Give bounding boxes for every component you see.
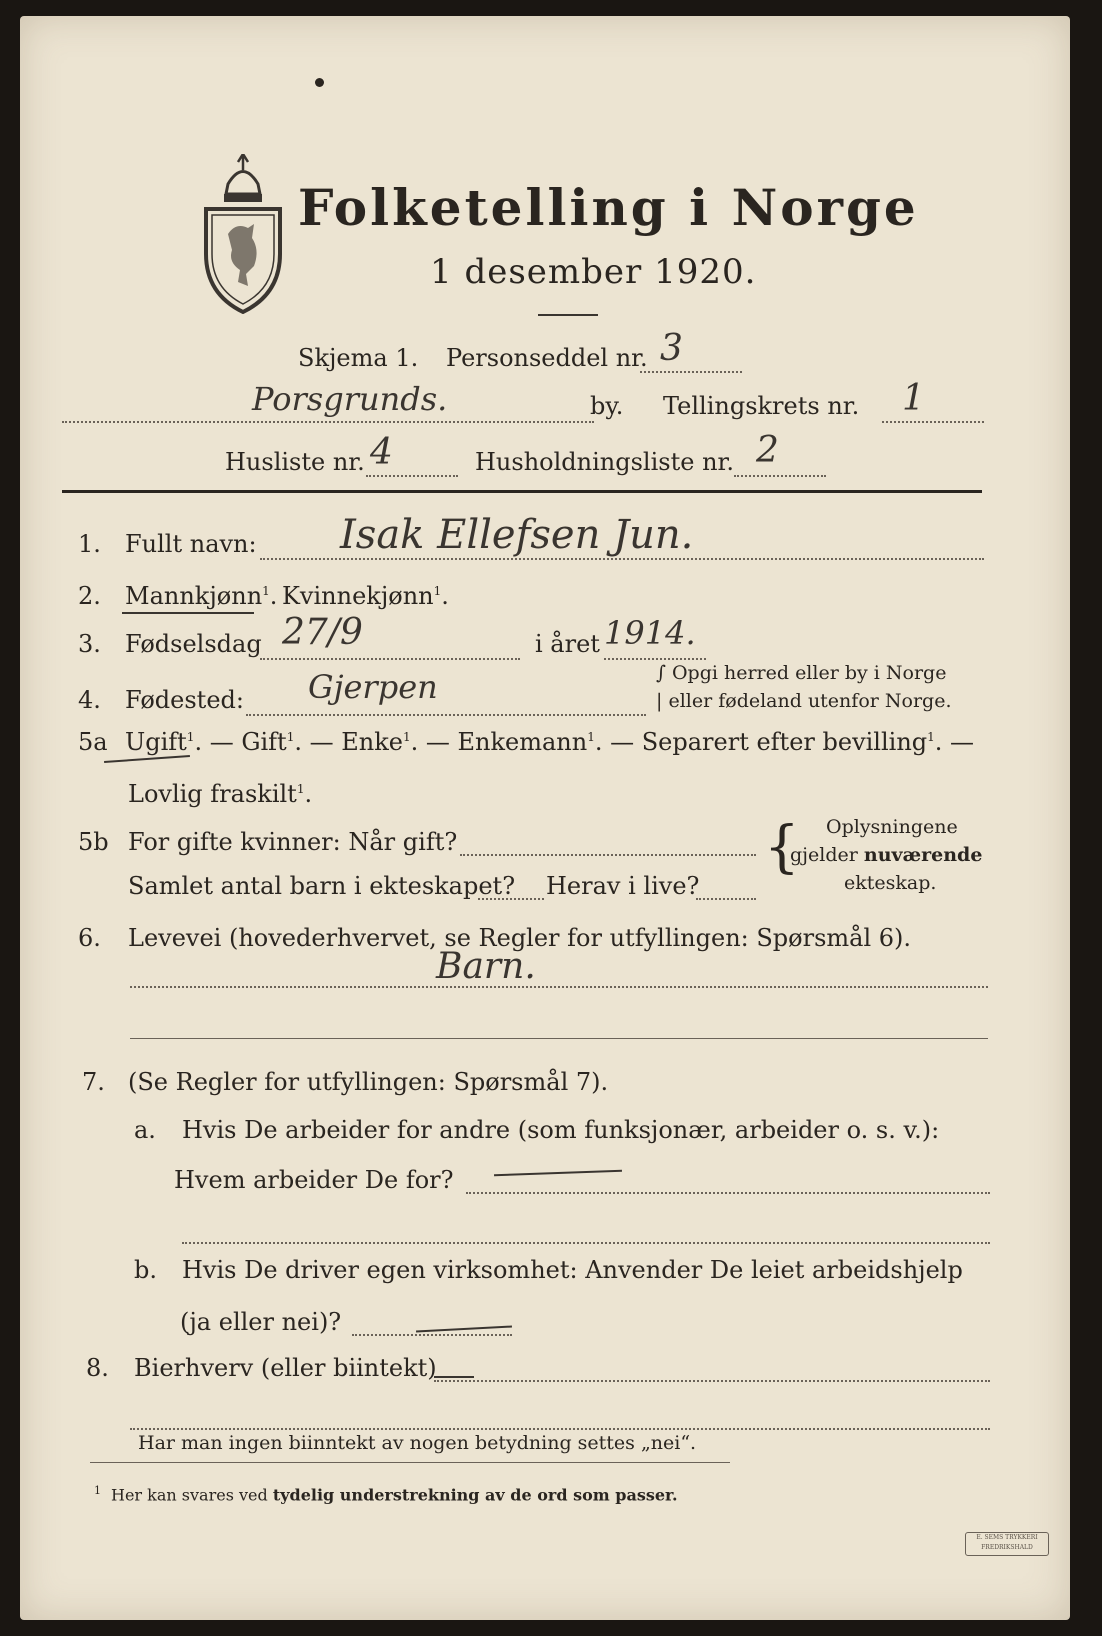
q5a-enkemann: Enkemann [457,728,588,756]
husholdning-line [734,475,826,477]
q5a-options: Ugift$^1$. — Gift$^1$. — Enke$^1$. — Enkemann$^1$. — Separert efter bevilling$^1$. — [125,728,975,756]
q4-number: 4. [78,686,101,714]
city-value: Porsgrunds. [252,380,448,418]
q5b-line1 [460,854,756,856]
husholdning-value: 2 [756,430,779,471]
ink-dot [315,78,324,87]
q5a-ugift: Ugift [125,728,187,756]
tellingskrets-value: 1 [902,378,925,419]
census-form-page [20,16,1070,1620]
q5b-note-line3: ekteskap. [844,872,937,894]
q5b-number: 5b [78,828,109,856]
q6-label: Levevei (hovederhvervet, se Regler for utfyllingen: Spørsmål 6). [128,924,912,952]
q4-line [246,714,646,716]
q7a-number: a. [134,1116,156,1144]
skjema-label: Skjema 1. [298,344,419,372]
q7b-label: Hvis De driver egen virksomhet: Anvender De leiet arbeidshjelp [182,1256,963,1284]
q7a-line1 [466,1192,990,1194]
footnote-number: 1 [94,1484,101,1497]
q7b-dash [416,1325,512,1332]
q5b-brace: { [764,815,800,880]
q5a-enke: Enke [341,728,403,756]
q8-dash [434,1376,474,1378]
q3-day-value: 27/9 [282,612,363,653]
city-line [62,421,594,423]
q6-number: 6. [78,924,101,952]
q7b-line [352,1334,512,1336]
q5b-note-line2: gjelder nuværende [790,844,983,866]
q2-number: 2. [78,582,101,610]
q7-label: (Se Regler for utfyllingen: Spørsmål 7). [128,1068,609,1096]
q4-value: Gjerpen [308,668,438,706]
census-date: 1 desember 1920. [430,252,757,292]
q5b-label2: Samlet antal barn i ekteskapet? [128,872,516,900]
q1-line [260,558,984,560]
norwegian-coat-of-arms-icon [198,154,288,314]
biintekt-note: Har man ingen biinntekt av nogen betydning settes „nei“. [138,1432,697,1454]
personseddel-label: Personseddel nr. [446,344,648,372]
q5b-label3: Herav i live? [546,872,700,900]
q4-note-line2: | eller fødeland utenfor Norge. [656,690,952,712]
q4-note-line1: ∫ Opgi herred eller by i Norge [656,662,947,684]
husliste-line [366,475,458,477]
q7b-number: b. [134,1256,157,1284]
q5b-note-line1: Oplysningene [826,816,958,838]
q5b-line3 [696,898,756,900]
q8-label: Bierhverv (eller biintekt) [134,1354,437,1382]
husliste-value: 4 [370,432,393,473]
footnote: $^1$ Her kan svares ved tydelig understrekning av de ord som passer. [94,1484,678,1505]
q3-year-line [604,658,706,660]
personseddel-value: 3 [660,328,683,369]
q7a-question: Hvem arbeider De for? [174,1166,454,1194]
printer-stamp: E. SEMS TRYKKERI FREDRIKSHALD [965,1532,1049,1556]
q2-underline [122,612,254,614]
q7a-label: Hvis De arbeider for andre (som funksjonær, arbeider o. s. v.): [182,1116,940,1144]
q2-female: Kvinnekjønn$^1$. [282,582,449,610]
form-title: Folketelling i Norge [298,178,919,237]
husholdning-label: Husholdningsliste nr. [475,448,734,476]
q8-number: 8. [86,1354,109,1382]
q3-year-label: i året [535,630,600,658]
q5a-separert: Separert efter bevilling [641,728,928,756]
tellingskrets-label: Tellingskrets nr. [663,392,860,420]
q6-value: Barn. [436,946,536,987]
q4-label: Fødested: [125,686,244,714]
q5a-gift: Gift [241,728,287,756]
q7a-line2 [182,1242,990,1244]
tellingskrets-line [882,421,984,423]
q5b-label1: For gifte kvinner: Når gift? [128,828,458,856]
footnote-rule [90,1462,730,1463]
q6-line1 [130,986,988,988]
q8-line1 [434,1380,990,1382]
q3-number: 3. [78,630,101,658]
q8-line2 [130,1428,990,1430]
q3-year-value: 1914. [604,614,696,652]
header-rule [62,490,982,493]
q5a-underline [104,755,190,763]
q5b-line2 [478,898,544,900]
q1-number: 1. [78,530,101,558]
q3-day-line [260,658,520,660]
by-label: by. [590,392,624,420]
q1-label: Fullt navn: [125,530,257,558]
personseddel-line [640,371,742,373]
title-divider [538,314,598,316]
q3-label: Fødselsdag [125,630,262,658]
q7b-question: (ja eller nei)? [180,1308,342,1336]
q7-number: 7. [82,1068,105,1096]
q2-male: Mannkjønn$^1$. [125,582,278,610]
husliste-label: Husliste nr. [225,448,365,476]
q5a-number: 5a [78,728,108,756]
q7a-dash [494,1170,622,1176]
q5a-lovlig: Lovlig fraskilt$^1$. [128,780,313,808]
q6-line2 [130,1038,988,1039]
q1-value: Isak Ellefsen Jun. [340,512,694,558]
